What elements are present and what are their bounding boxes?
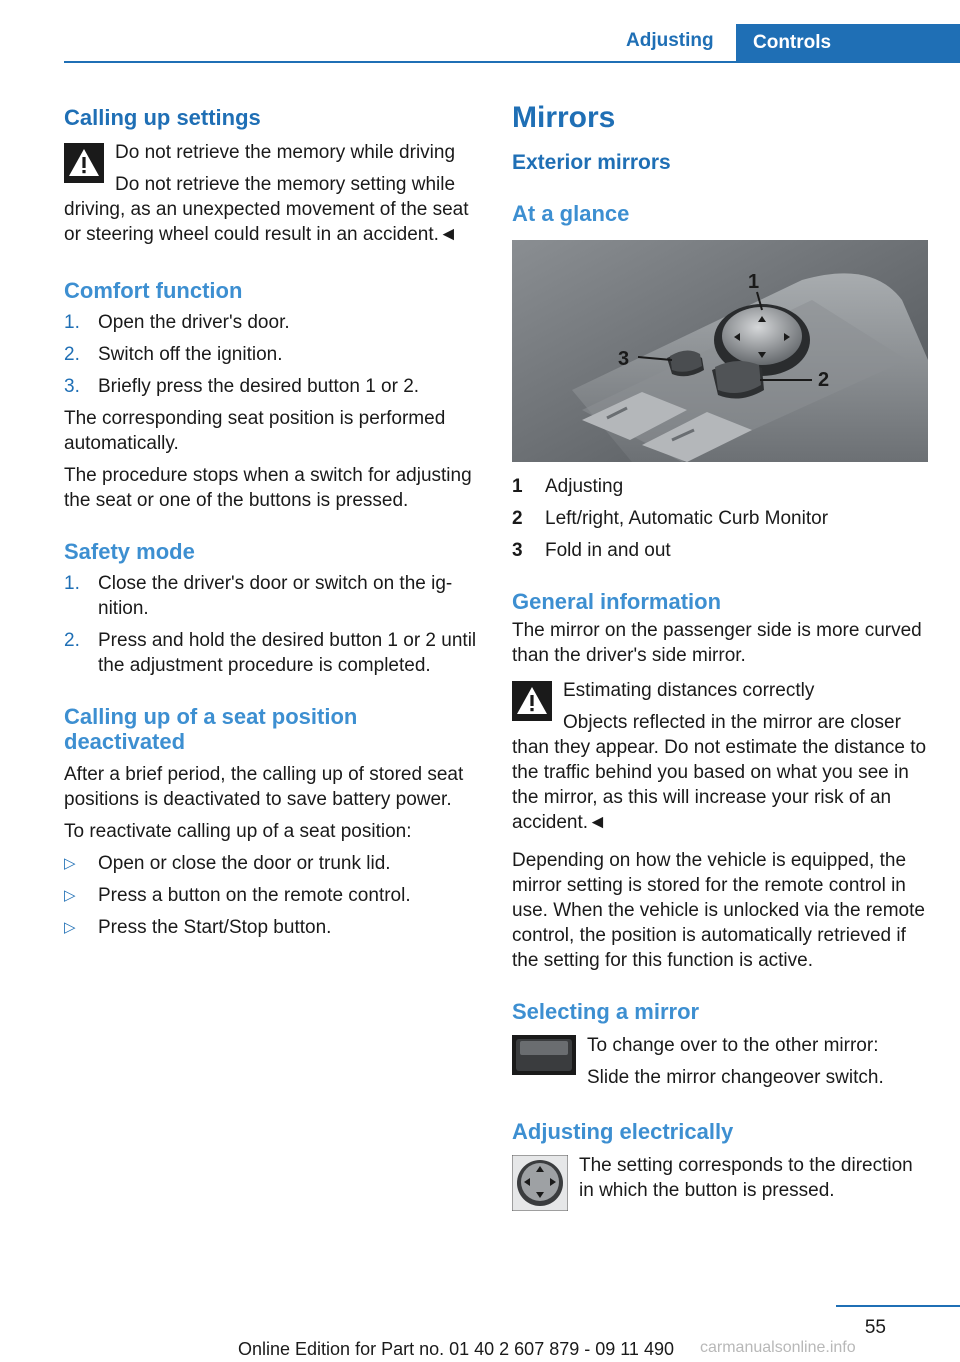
adjusting-electrically-block bbox=[512, 1153, 930, 1209]
legend-item bbox=[512, 474, 930, 499]
adjusting-text: The setting corresponds to the direction in which the button is pressed. bbox=[579, 1155, 913, 1201]
step-text: Close the driver's door or switch on the ignition. bbox=[98, 573, 453, 619]
list-item bbox=[64, 342, 482, 367]
legend-item bbox=[512, 538, 930, 563]
warning-title: Do not retrieve the memory while driving bbox=[115, 142, 456, 163]
selecting-line: Slide the mirror changeover switch. bbox=[587, 1067, 884, 1088]
comfort-paragraph: The procedure stops when a switch for adjusting the seat or one of the buttons is pressed. bbox=[64, 465, 472, 511]
safety-mode-title: Safety mode bbox=[64, 539, 195, 564]
warning-line: Do not retrieve the memory setting while bbox=[115, 174, 456, 195]
step-number: 1. bbox=[64, 312, 80, 333]
step-text: Briefly press the desired button 1 or 2. bbox=[98, 376, 420, 397]
right-column bbox=[512, 100, 930, 1209]
legend-text: Fold in and out bbox=[545, 540, 671, 561]
header-rule bbox=[64, 61, 960, 63]
list-item bbox=[64, 883, 482, 908]
safety-steps bbox=[64, 571, 482, 678]
figure-legend bbox=[512, 474, 930, 563]
callout-2: 2 bbox=[818, 369, 830, 391]
list-item bbox=[64, 310, 482, 335]
exterior-mirrors-title: Exterior mirrors bbox=[512, 151, 671, 174]
legend-text: Adjusting bbox=[545, 476, 624, 497]
bullet-triangle-icon: ▷ bbox=[64, 887, 76, 904]
footer-rule bbox=[836, 1305, 960, 1307]
warning-text: driving, as an unexpected movement of the seat or steering wheel could result in an accident.◄ bbox=[64, 199, 469, 245]
comfort-paragraph: The corresponding seat position is performed automatically. bbox=[64, 408, 446, 454]
list-item bbox=[64, 571, 482, 621]
warning-icon bbox=[64, 143, 104, 183]
list-item bbox=[64, 915, 482, 940]
header-chapter-tab: Controls bbox=[736, 24, 960, 62]
legend-number: 2 bbox=[512, 508, 523, 529]
warning-line: Objects reflected in the mirror are closer bbox=[563, 712, 901, 733]
at-a-glance-title: At a glance bbox=[512, 201, 630, 226]
general-paragraph: The mirror on the passenger side is more curved than the driver's side mirror. bbox=[512, 620, 922, 666]
list-item bbox=[64, 851, 482, 876]
adjusting-electrically-title: Adjusting electrically bbox=[512, 1119, 734, 1144]
callout-3: 3 bbox=[618, 348, 630, 370]
mirrors-title: Mirrors bbox=[512, 101, 616, 134]
mirror-switch-illustration bbox=[512, 240, 928, 462]
general-information-title: General information bbox=[512, 589, 722, 614]
legend-item bbox=[512, 506, 930, 531]
step-text: Switch off the ignition. bbox=[98, 344, 283, 365]
step-number: 3. bbox=[64, 376, 80, 397]
distance-warning bbox=[512, 678, 930, 835]
reactivate-bullets bbox=[64, 851, 482, 940]
bullet-triangle-icon: ▷ bbox=[64, 855, 76, 872]
callout-1: 1 bbox=[748, 271, 760, 293]
calling-up-title: Calling up settings bbox=[64, 105, 261, 130]
comfort-steps bbox=[64, 310, 482, 399]
warning-text: than they appear. Do not estimate the distance to the traffic behind you based on what you see in the mirror, as this will increase your risk of an accident.◄ bbox=[512, 737, 927, 833]
deactivated-title: Calling up of a seat position deactivated bbox=[64, 704, 358, 754]
step-number: 2. bbox=[64, 630, 80, 651]
list-item bbox=[64, 374, 482, 399]
step-text: Open the driver's door. bbox=[98, 312, 290, 333]
bullet-text: Press the Start/Stop button. bbox=[98, 917, 332, 938]
selecting-line: To change over to the other mirror: bbox=[587, 1035, 879, 1056]
step-number: 2. bbox=[64, 344, 80, 365]
mirror-controls-figure bbox=[512, 240, 928, 462]
legend-number: 3 bbox=[512, 540, 523, 561]
direction-pad-icon bbox=[512, 1155, 568, 1211]
general-paragraph: Depending on how the vehicle is equipped, the mirror setting is stored for the remote control in use. When the vehicle is unlocked via the remote control, the position is automatically retrieved if the setting for this function is active. bbox=[512, 850, 925, 971]
left-column bbox=[64, 100, 482, 940]
warning-icon bbox=[512, 681, 552, 721]
selecting-mirror-title: Selecting a mirror bbox=[512, 999, 700, 1024]
legend-number: 1 bbox=[512, 476, 523, 497]
list-item bbox=[64, 628, 482, 678]
deactivated-paragraph: After a brief period, the calling up of stored seat positions is deactivated to save battery power. bbox=[64, 764, 464, 810]
warning-title: Estimating distances correctly bbox=[563, 680, 815, 701]
watermark: carmanualsonline.info bbox=[700, 1339, 856, 1356]
legend-text: Left/right, Automatic Curb Monitor bbox=[545, 508, 829, 529]
bullet-text: Open or close the door or trunk lid. bbox=[98, 853, 391, 874]
edition-note: Online Edition for Part no. 01 40 2 607 879 - 09 11 490 bbox=[238, 1339, 674, 1359]
comfort-function-title: Comfort function bbox=[64, 278, 243, 303]
step-number: 1. bbox=[64, 573, 80, 594]
mirror-changeover-switch-icon bbox=[512, 1035, 576, 1075]
step-text: Press and hold the desired button 1 or 2 until the adjustment procedure is completed. bbox=[98, 630, 477, 676]
bullet-triangle-icon: ▷ bbox=[64, 919, 76, 936]
header-section: Adjusting bbox=[626, 30, 714, 51]
selecting-mirror-block bbox=[512, 1033, 930, 1093]
deactivated-paragraph: To reactivate calling up of a seat position: bbox=[64, 821, 412, 842]
bullet-text: Press a button on the remote control. bbox=[98, 885, 411, 906]
memory-warning bbox=[64, 140, 482, 247]
page-number: 55 bbox=[864, 1317, 886, 1338]
